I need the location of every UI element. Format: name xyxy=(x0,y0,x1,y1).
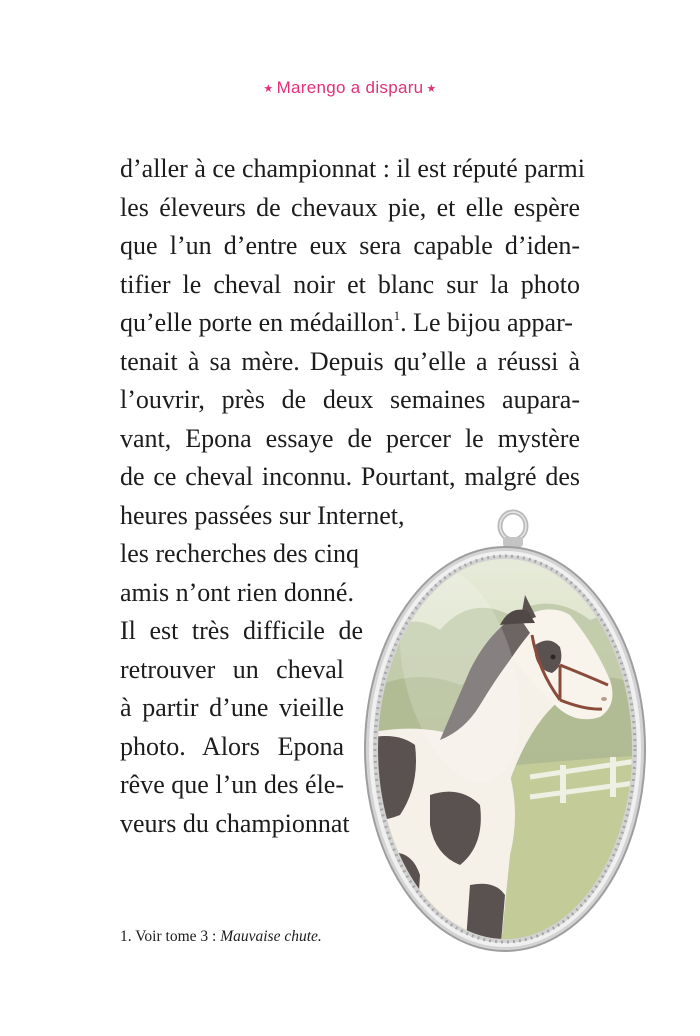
footnote-book-title: Mauvaise chute. xyxy=(220,928,322,945)
text-line: retrouver un cheval xyxy=(120,654,344,684)
text-line: photo. Alors Epona xyxy=(120,731,344,761)
text-line: l’ouvrir, près de deux semaines aupara- xyxy=(120,385,580,414)
star-icon: ★ xyxy=(426,83,437,95)
horse-scene xyxy=(360,545,650,953)
locket-illustration xyxy=(360,495,650,953)
text-line: amis n’ont rien donné. xyxy=(120,577,354,607)
footnote-marker: 1 xyxy=(393,308,401,323)
text-line: tenait à sa mère. Depuis qu’elle a réussi à xyxy=(120,346,580,376)
text-line: vant, Epona essaye de percer le mystère xyxy=(120,423,580,453)
text-line: les éleveurs de chevaux pie, et elle espère xyxy=(120,192,580,222)
footnote xyxy=(120,928,322,946)
text-line: d’aller à ce championnat : il est réputé parmi xyxy=(120,154,585,183)
running-head-title: Marengo a disparu xyxy=(276,78,424,97)
text-line: que l’un d’entre eux sera capable d’iden- xyxy=(120,231,580,260)
text-line: veurs du championnat xyxy=(120,808,350,838)
running-head xyxy=(0,78,700,98)
text-line: à partir d’une vieille xyxy=(120,693,344,722)
text-line: de ce cheval inconnu. Pourtant, malgré des xyxy=(120,462,580,491)
text-line: Il est très difficile de xyxy=(120,616,363,645)
text-segment: qu’elle porte en médaillon xyxy=(120,308,394,337)
locket-bail xyxy=(500,512,526,547)
star-icon: ★ xyxy=(263,83,274,95)
text-line: les recherches des cinq xyxy=(120,539,359,568)
text-segment: . Le bijou appar- xyxy=(400,308,573,337)
text-line: tifier le cheval noir et blanc sur la photo xyxy=(120,269,580,299)
footnote-text: 1. Voir tome 3 : xyxy=(120,928,221,945)
text-line xyxy=(120,304,580,343)
text-line: heures passées sur Internet, xyxy=(120,500,405,530)
text-line: rêve que l’un des éle- xyxy=(120,770,344,799)
